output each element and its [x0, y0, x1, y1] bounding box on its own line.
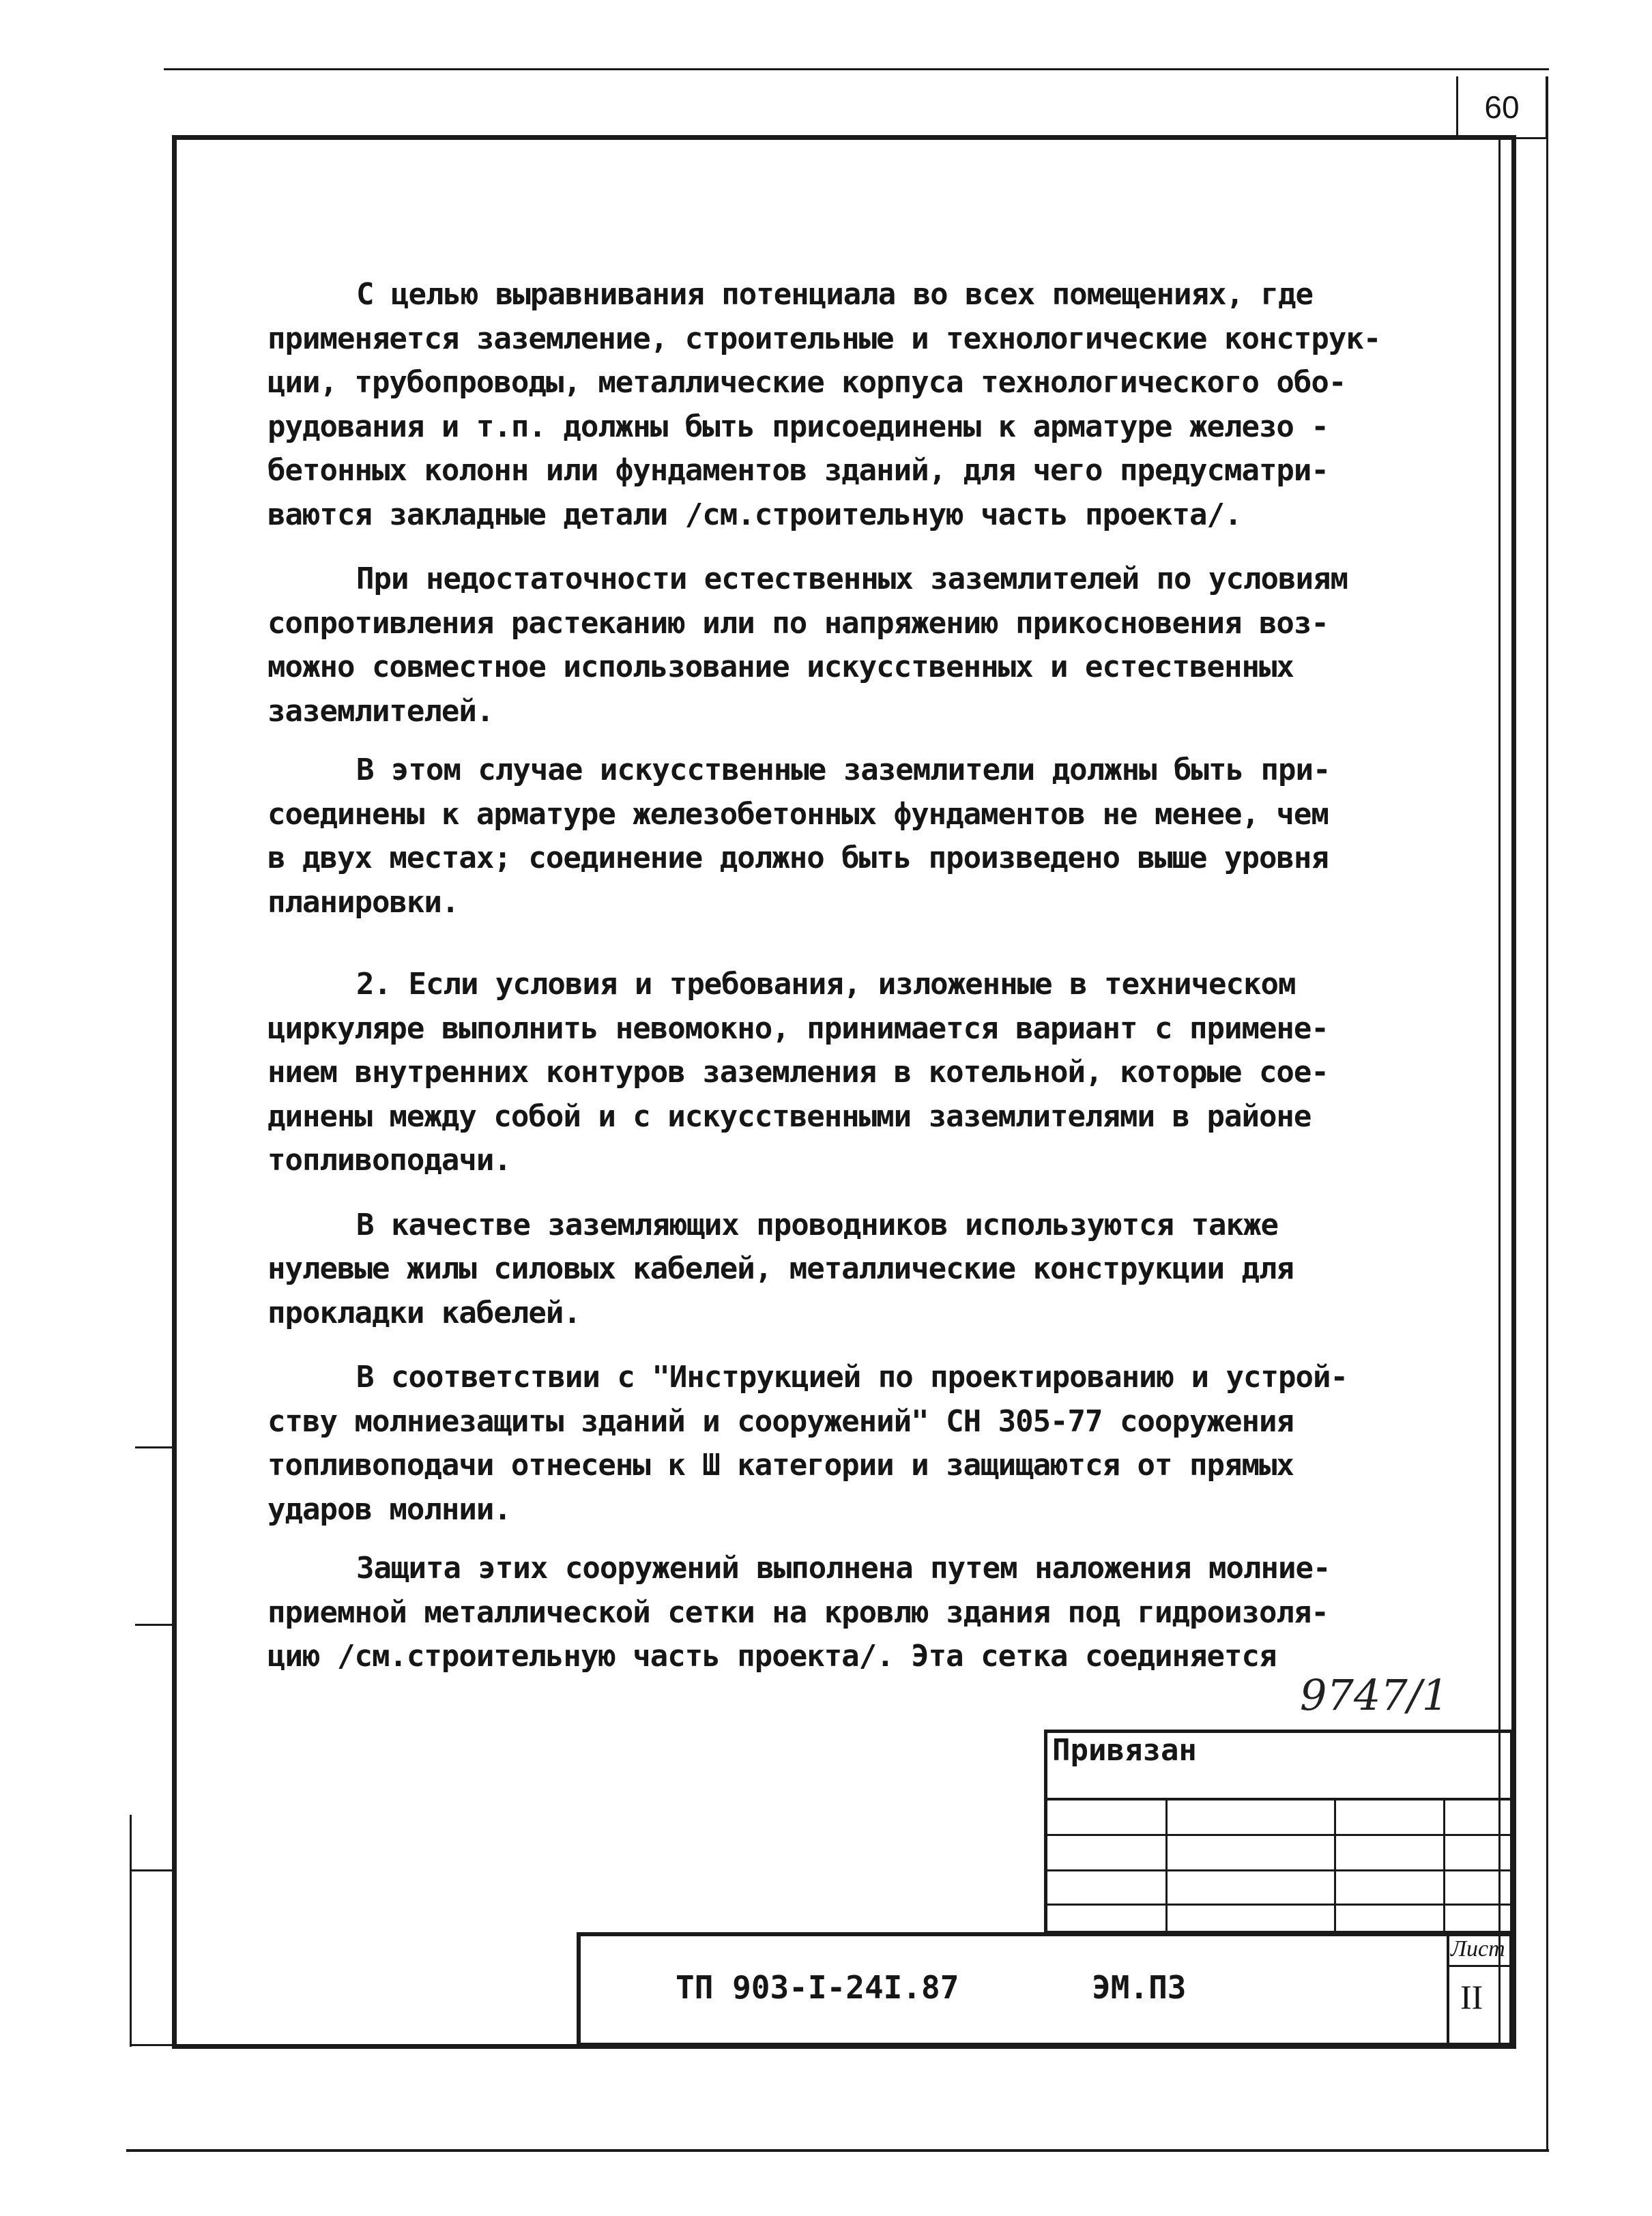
- paragraph-4-line-3: нием внутренних контуров заземления в котельной, которые сое-: [267, 1055, 1329, 1090]
- paragraph-3-line-3: в двух местах; соединение должно быть произведено выше уровня: [267, 841, 1329, 875]
- paragraph-7-line-3: цию /см.строительную часть проекта/. Эта сетка соединяется: [267, 1639, 1277, 1674]
- paragraph-4-line-4: динены между собой и с искусственными заземлителями в районе: [267, 1098, 1312, 1134]
- bottom-rule: [126, 2149, 1549, 2152]
- paragraph-2-line-3: можно совместное использование искусственных и естественных: [267, 650, 1294, 684]
- sheet-cell-left-line: [1447, 1932, 1449, 2047]
- paragraph-5-line-2: нулевые жилы силовых кабелей, металлические конструкции для: [267, 1251, 1294, 1286]
- page-number: 60: [1456, 76, 1548, 139]
- paragraph-4-line-5: топливоподачи.: [267, 1143, 511, 1178]
- paragraph-5-line-1: В качестве заземляющих проводников используются также: [356, 1207, 1278, 1242]
- paragraph-7-line-1: Защита этих сооружений выполнена путем наложения молние-: [356, 1551, 1331, 1586]
- paragraph-4-line-2: циркуляре выполнить невомокно, принимается вариант с примене-: [267, 1010, 1329, 1046]
- binding-strip-bottom: [130, 2044, 175, 2046]
- paragraph-1-line-5: бетонных колонн или фундаментов зданий, для чего предусматри-: [267, 453, 1329, 488]
- body-text: [267, 273, 1496, 1679]
- paragraph-2-line-4: заземлителей.: [267, 693, 494, 729]
- paragraph-1-line-1: С целью выравнивания потенциала во всех помещениях, где: [356, 277, 1313, 312]
- paragraph-5-line-3: прокладки кабелей.: [267, 1295, 581, 1330]
- paragraph-6-line-1: В соответствии с "Инструкцией по проектированию и устрой-: [356, 1360, 1348, 1395]
- paragraph-1-line-3: ции, трубопроводы, металлические корпуса технологического обо-: [267, 365, 1346, 400]
- sheet-label: Лист: [1451, 1936, 1505, 1962]
- paragraph-3-line-2: соединены к арматуре железобетонных фундаментов не менее, чем: [267, 796, 1329, 832]
- paragraph-3-line-4: планировки.: [267, 884, 459, 920]
- paragraph-1-line-2: применяется заземление, строительные и технологические конструк-: [267, 321, 1381, 356]
- binding-strip-left: [130, 1815, 132, 2047]
- doc-code: ТП 903-I-24I.87: [676, 1969, 959, 2006]
- paragraph-6-line-2: ству молниезащиты зданий и сооружений" СН 305-77 сооружения: [267, 1403, 1294, 1439]
- sheet-cell-mid-line: [1447, 1965, 1513, 1967]
- paragraph-4-line-1: 2. Если условия и требования, изложенные в техническом: [356, 967, 1296, 1002]
- right-edge-line: [1546, 76, 1548, 2151]
- binding-strip-top: [130, 1869, 175, 1871]
- paragraph-2-line-1: При недостаточности естественных заземлителей по условиям: [356, 562, 1348, 596]
- privyazan-col-line-1: [1165, 1798, 1168, 1934]
- top-rule: [164, 68, 1549, 70]
- sheet-number: II: [1460, 1978, 1483, 2016]
- paragraph-1-line-6: ваются закладные детали /см.строительную часть проекта/.: [267, 497, 1242, 532]
- paragraph-6-line-3: топливоподачи отнесены к Ш категории и защищаются от прямых: [267, 1448, 1294, 1483]
- paragraph-1-line-4: рудования и т.п. должны быть присоединены к арматуре железо -: [267, 409, 1329, 444]
- doc-section: ЭМ.ПЗ: [1092, 1969, 1187, 2006]
- paragraph-6-line-4: ударов молнии.: [267, 1491, 511, 1527]
- handwritten-number: 9747/1: [1300, 1670, 1449, 1720]
- paragraph-3-line-1: В этом случае искусственные заземлители должны быть при-: [356, 753, 1331, 787]
- privyazan-col-line-2: [1334, 1798, 1336, 1934]
- privyazan-col-line-3: [1443, 1798, 1445, 1934]
- paragraph-2-line-2: сопротивления растеканию или по напряжению прикосновения воз-: [267, 605, 1329, 641]
- margin-tick-2: [135, 1624, 175, 1626]
- privyazan-label: Привязан: [1052, 1733, 1197, 1768]
- paragraph-7-line-2: приемной металлической сетки на кровлю здания под гидроизоля-: [267, 1594, 1329, 1630]
- margin-tick-1: [135, 1446, 175, 1448]
